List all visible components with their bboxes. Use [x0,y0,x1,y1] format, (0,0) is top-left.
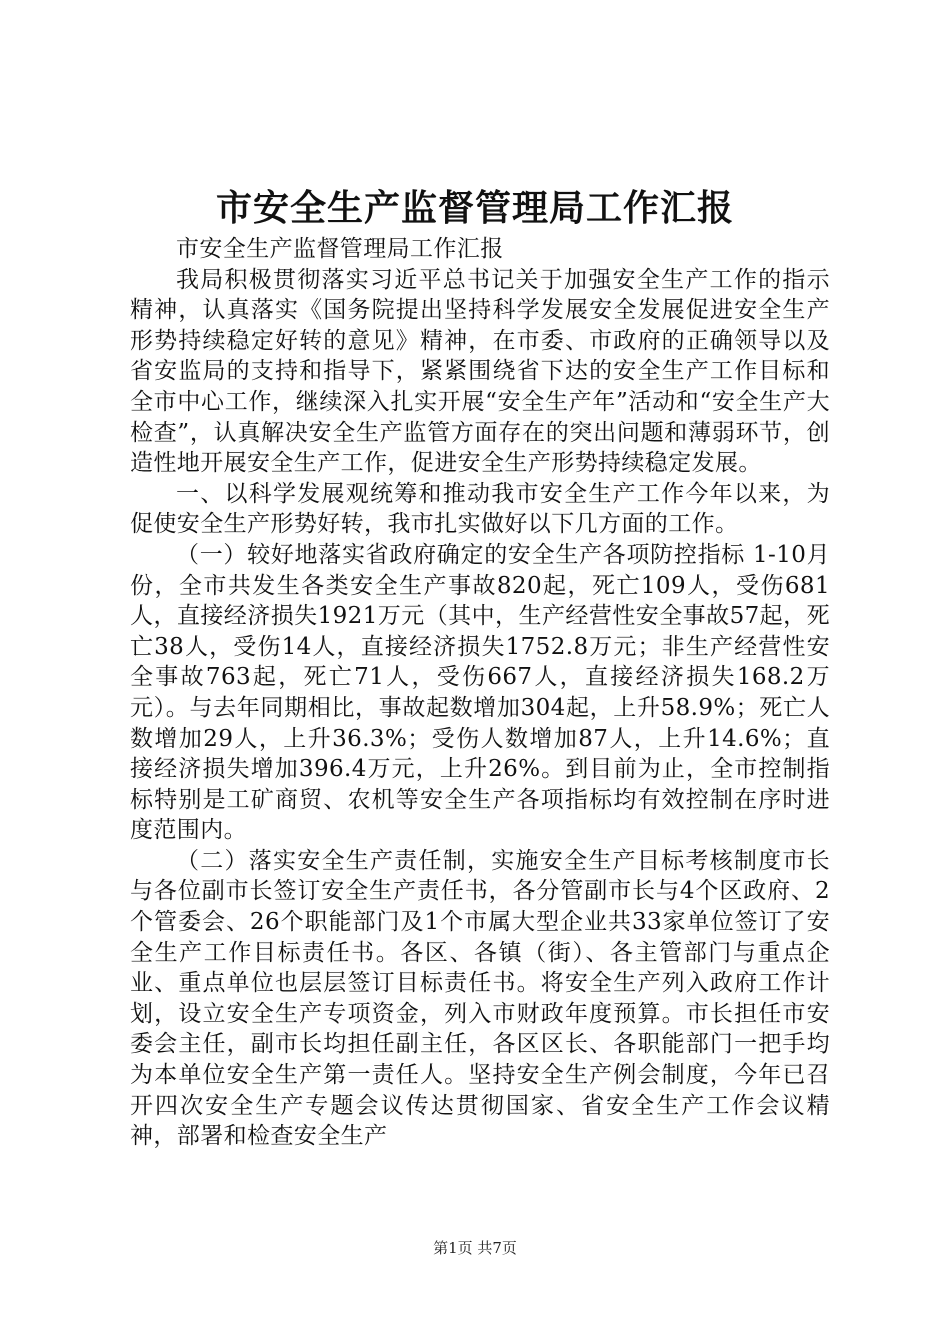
paragraph-subtitle: 市安全生产监督管理局工作汇报 [176,236,504,262]
page-footer: 第1页 共7页 [433,1239,517,1257]
paragraph-section-one: 一、以科学发展观统筹和推动我市安全生产工作今年以来，为促使安全生产形势好转，我市扎实做好以下几方面的工作。 [130,480,830,538]
paragraph-item-one: （一）较好地落实省政府确定的安全生产各项防控指标 1-10月份，全市共发生各类安全生产事故820起，死亡109人，受伤681人，直接经济损失1921万元（其中，生产经营性安全事故57起，死亡38人，受伤14人，直接经济损失1752.8万元；非生产经营性安全事故763起，死亡71人，受伤667人，直接经济损失168.2万元）。与去年同期相比，事故起数增加304起，上升58.9%；死亡人数增加29人，上升36.3%；受伤人数增加87人，上升14.6%；直接经济损失增加396.4万元，上升26%。到目前为止，全市控制指标特别是工矿商贸、农机等安全生产各项指标均有效控制在序时进度范围内。 [130,541,830,844]
document-body [130,234,830,1152]
document-title: 市安全生产监督管理局工作汇报 [215,187,734,229]
paragraph-intro: 我局积极贯彻落实习近平总书记关于加强安全生产工作的指示精神，认真落实《国务院提出坚持科学发展安全发展促进安全生产形势持续稳定好转的意见》精神，在市委、市政府的正确领导以及省安监局的支持和指导下，紧紧围绕省下达的安全生产工作目标和全市中心工作，继续深入扎实开展“安全生产年”活动和“安全生产大检查”，认真解决安全生产监管方面存在的突出问题和薄弱环节，创造性地开展安全生产工作，促进安全生产形势持续稳定发展。 [130,266,830,477]
paragraph-item-two: （二）落实安全生产责任制，实施安全生产目标考核制度市长与各位副市长签订安全生产责任书，各分管副市长与4个区政府、2个管委会、26个职能部门及1个市属大型企业共33家单位签订了安全生产工作目标责任书。各区、各镇（街）、各主管部门与重点企业、重点单位也层层签订目标责任书。将安全生产列入政府工作计划，设立安全生产专项资金，列入市财政年度预算。市长担任市安委会主任，副市长均担任副主任，各区区长、各职能部门一把手均为本单位安全生产第一责任人。坚持安全生产例会制度，今年已召开四次安全生产专题会议传达贯彻国家、省安全生产工作会议精神，部署和检查安全生产 [130,847,830,1150]
